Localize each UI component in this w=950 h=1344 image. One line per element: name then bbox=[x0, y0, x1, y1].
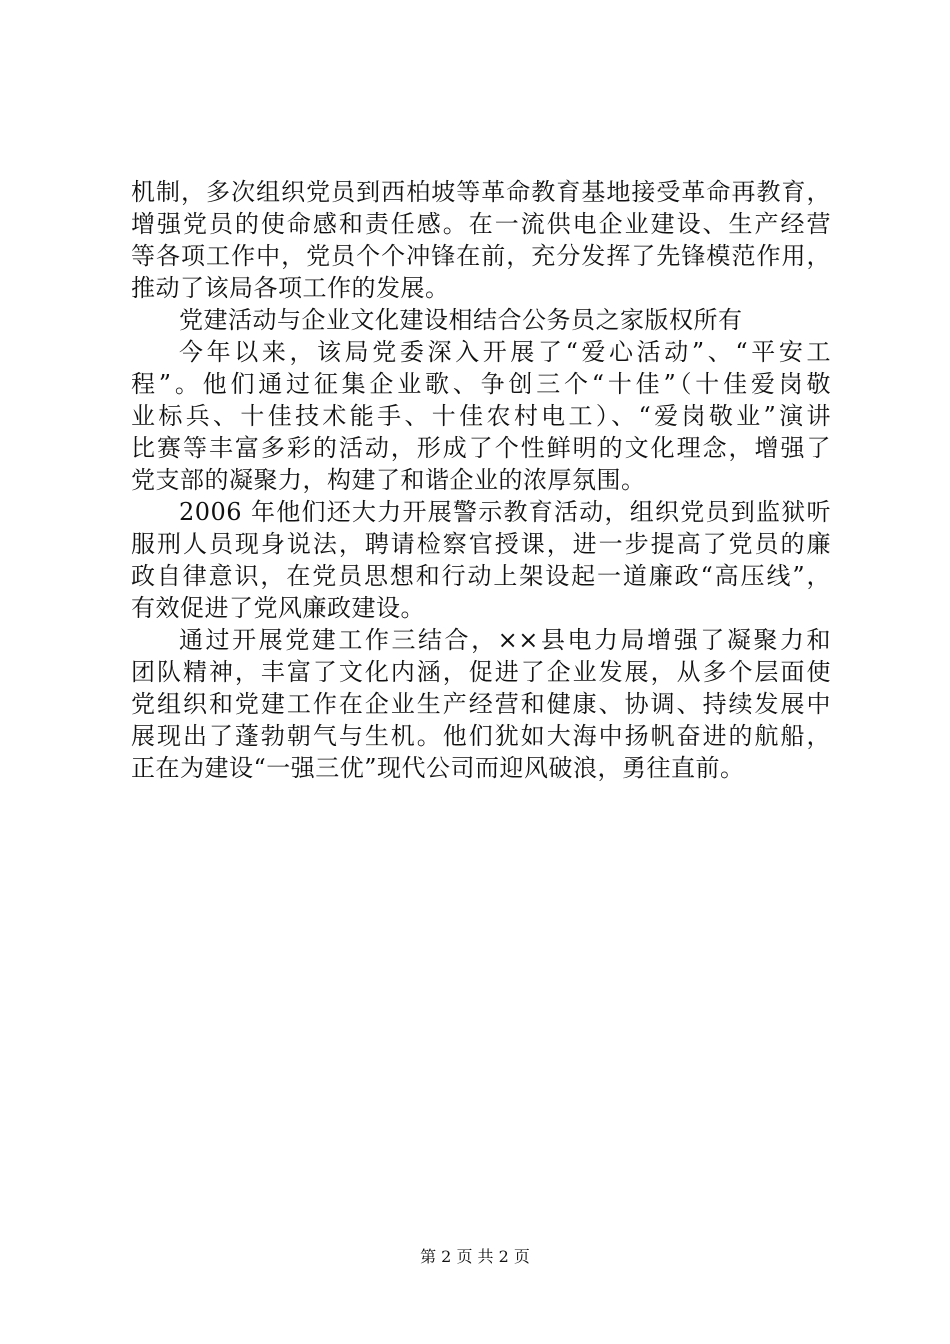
body-line: 今年以来，该局党委深入开展了“爱心活动”、“平安工 bbox=[179, 338, 831, 366]
body-line: 展现出了蓬勃朝气与生机。他们犹如大海中扬帆奋进的航船， bbox=[131, 722, 831, 750]
body-line: 服刑人员现身说法，聘请检察官授课，进一步提高了党员的廉 bbox=[131, 530, 831, 558]
body-line: 通过开展党建工作三结合，××县电力局增强了凝聚力和 bbox=[179, 626, 831, 654]
body-line: 程”。他们通过征集企业歌、争创三个“十佳”（十佳爱岗敬 bbox=[131, 370, 831, 398]
body-line: 推动了该局各项工作的发展。 bbox=[131, 274, 450, 302]
body-line: 2006 年他们还大力开展警示教育活动，组织党员到监狱听 bbox=[179, 498, 831, 526]
body-line: 等各项工作中，党员个个冲锋在前，充分发挥了先锋模范作用， bbox=[131, 242, 831, 270]
page-number-footer: 第 2 页 共 2 页 bbox=[420, 1247, 530, 1266]
body-line: 有效促进了党风廉政建设。 bbox=[131, 594, 425, 622]
section-heading: 党建活动与企业文化建设相结合公务员之家版权所有 bbox=[179, 306, 743, 334]
document-body bbox=[131, 176, 831, 784]
body-line: 团队精神，丰富了文化内涵，促进了企业发展，从多个层面使 bbox=[131, 658, 831, 686]
body-line: 业标兵、十佳技术能手、十佳农村电工）、“爱岗敬业”演讲 bbox=[131, 402, 831, 430]
body-line: 党组织和党建工作在企业生产经营和健康、协调、持续发展中 bbox=[131, 690, 831, 718]
body-line: 政自律意识，在党员思想和行动上架设起一道廉政“高压线”， bbox=[131, 562, 831, 590]
body-line: 增强党员的使命感和责任感。在一流供电企业建设、生产经营 bbox=[131, 210, 831, 238]
body-line: 比赛等丰富多彩的活动，形成了个性鲜明的文化理念，增强了 bbox=[131, 434, 831, 462]
body-line: 机制，多次组织党员到西柏坡等革命教育基地接受革命再教育， bbox=[131, 178, 831, 206]
body-line: 党支部的凝聚力，构建了和谐企业的浓厚氛围。 bbox=[131, 466, 646, 494]
body-line: 正在为建设“一强三优”现代公司而迎风破浪，勇往直前。 bbox=[131, 754, 745, 782]
